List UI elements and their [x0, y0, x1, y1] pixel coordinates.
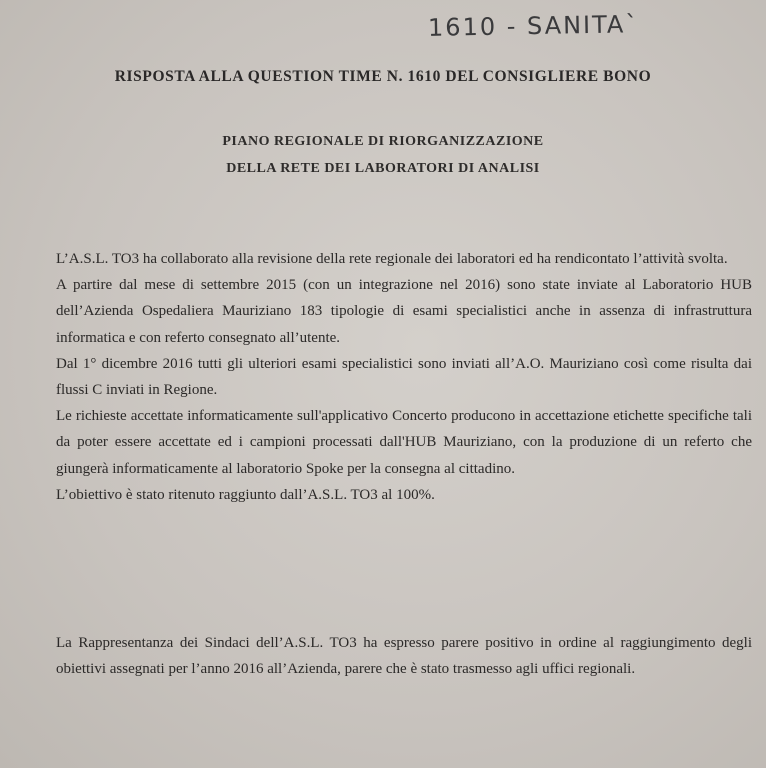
paragraph-concerto: Le richieste accettate informaticamente sull'applicativo Concerto producono in accettazione etichette specifiche tali da poter essere accettate ed i campioni processati dall'HUB Mauriziano, con la produzione di un referto che giungerà informaticamente al laboratorio Spoke per la consegna al cittadino. — [56, 408, 752, 477]
document-title: RISPOSTA ALLA QUESTION TIME N. 1610 DEL CONSIGLIERE BONO — [114, 68, 652, 85]
paragraph-sindaci: La Rappresentanza dei Sindaci dell’A.S.L. TO3 ha espresso parere positivo in ordine al raggiungimento degli obiettivi assegnati per l’anno 2016 all’Azienda, parere che è stato trasmesso agli uffici regionali. — [56, 635, 752, 678]
body-text-main — [56, 246, 752, 508]
paragraph-september-2015: A partire dal mese di settembre 2015 (con un integrazione nel 2016) sono state inviate al Laboratorio HUB dell’Azienda Ospedaliera Mauriziano 183 tipologie di esami specialistici anche in assenza di infrastruttura informatica e con referto consegnato all’utente. — [56, 277, 752, 346]
handwritten-note: 1610 - SANITA` — [427, 10, 640, 42]
paragraph-december-2016: Dal 1° dicembre 2016 tutti gli ulteriori esami specialistici sono inviati all’A.O. Mauriziano così come risulta dai flussi C inviati in Regione. — [56, 355, 752, 399]
document-subtitle-line2: DELLA RETE DEI LABORATORI DI ANALISI — [226, 161, 540, 176]
paragraph-objective: L’obiettivo è stato ritenuto raggiunto dall’A.S.L. TO3 al 100%. — [56, 486, 435, 503]
paragraph-collaboration: L’A.S.L. TO3 ha collaborato alla revisione della rete regionale dei laboratori ed ha rendicontato l’attività svolta. — [56, 251, 728, 267]
body-text-closing — [56, 630, 752, 682]
document-subtitle-line1: PIANO REGIONALE DI RIORGANIZZAZIONE — [222, 134, 544, 149]
